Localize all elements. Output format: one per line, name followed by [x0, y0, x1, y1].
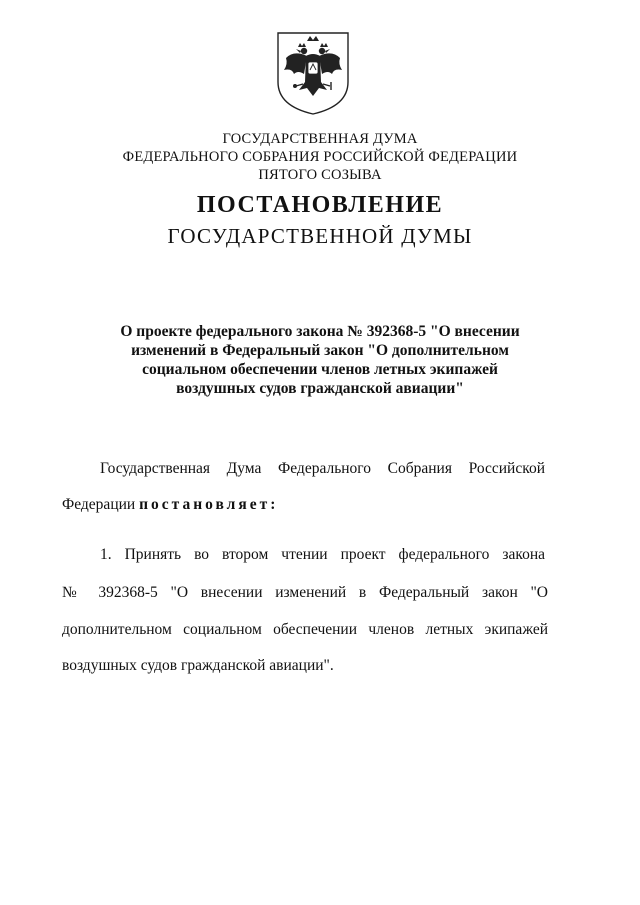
header-line-convocation: ПЯТОГО СОЗЫВА	[258, 167, 382, 183]
preamble-text: Федерации	[62, 496, 140, 513]
header-line-federal-assembly: ФЕДЕРАЛЬНОГО СОБРАНИЯ РОССИЙСКОЙ ФЕДЕРАЦИИ	[122, 149, 518, 165]
document-type-title: ПОСТАНОВЛЕНИЕ	[196, 192, 444, 218]
subject-line: воздушных судов гражданской авиации"	[176, 380, 464, 397]
resolution-keyword: постановляет:	[139, 496, 279, 513]
header-line-duma: ГОСУДАРСТВЕННАЯ ДУМА	[222, 131, 418, 147]
clause-line: дополнительном социальном обеспечении членов летных экипажей	[62, 621, 548, 638]
preamble-line: Государственная Дума Федерального Собрания Российской	[100, 460, 545, 477]
preamble-line	[62, 496, 548, 514]
subject-line: изменений в Федеральный закон "О дополнительном	[131, 342, 509, 359]
document-subject	[0, 322, 640, 398]
clause-line: воздушных судов гражданской авиации".	[62, 657, 334, 674]
russian-coat-of-arms-icon	[274, 30, 352, 116]
document-issuer-subtitle: ГОСУДАРСТВЕННОЙ ДУМЫ	[167, 224, 473, 248]
clause-line: 1. Принять во втором чтении проект федерального закона	[100, 546, 545, 563]
clause-line: № 392368-5 "О внесении изменений в Федеральный закон "О	[62, 584, 548, 601]
issuer-header	[0, 130, 640, 184]
subject-line: О проекте федерального закона № 392368-5 "О внесении	[120, 323, 520, 340]
subject-line: социальном обеспечении членов летных экипажей	[142, 361, 498, 378]
